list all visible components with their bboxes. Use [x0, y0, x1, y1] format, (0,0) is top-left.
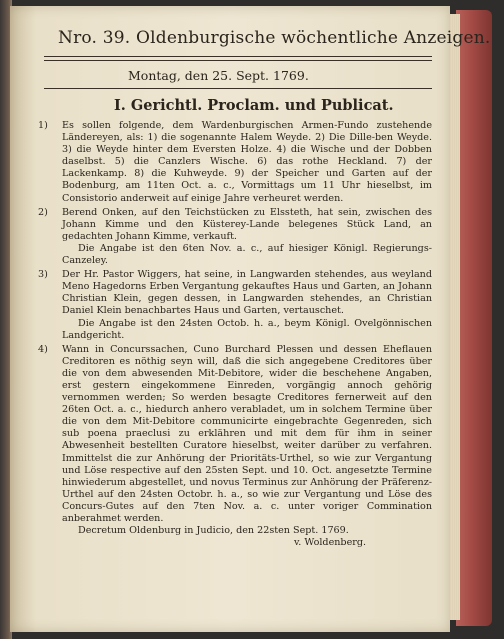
book-cover-right: [456, 10, 492, 626]
notice-text: Der Hr. Pastor Wiggers, hat seine, in Langwarden stehendes, aus weyland Meno Hagedorns Erben Vergantung gekauftes Haus und Garten, an Johann Christian Klein, gegen dessen, in Langwarden stehendes, an Christian Daniel Klein benachbartes Haus und Garten, vertauschet.: [62, 269, 432, 317]
notice-note: Die Angabe ist den 24sten Octob. h. a., beym Königl. Ovelgönnischen Landgericht.: [62, 317, 432, 341]
notice-item: [38, 207, 432, 267]
header-rule-thin: [44, 60, 432, 61]
dateline-rule: [44, 88, 432, 89]
issue-number: Nro. 39.: [58, 28, 131, 48]
notice-item: [38, 120, 432, 205]
decree-closing: Decretum Oldenburg in Judicio, den 22sten Sept. 1769.: [78, 525, 349, 537]
section-title: I. Gerichtl. Proclam. und Publicat.: [114, 97, 394, 114]
notice-number: 4): [38, 343, 48, 355]
notice-note: Die Angabe ist den 6ten Nov. a. c., auf hiesiger Königl. Regierungs-Canzeley.: [62, 242, 432, 267]
signature: v. Woldenberg.: [294, 537, 367, 549]
notice-item: [38, 344, 432, 525]
notice-number: 2): [38, 206, 48, 218]
page-header: [58, 28, 491, 48]
notice-number: 1): [38, 120, 48, 131]
notice-text: Es sollen folgende, dem Wardenburgischen Armen-Fundo zustehende Ländereyen, als: 1) die sogenannte Halem Weyde. 2) Die Dille-ben Weyde. 3) die Weyde hinter dem Eversten Holze. 4) die Wische und der Dobben daselbst. 5) die Canzlers Wische. 6) das rothe Heckland. 7) der Lackenkamp. 8) die Kuhweyde. 9) der Speicher und Garten auf der Bodenburg, am 11ten Oct. a. c., Vormittags um 11 Uhr hieselbst, im Consistorio anderweit auf einige Jahre verheuret werden.: [62, 120, 432, 204]
dateline: Montag, den 25. Sept. 1769.: [128, 68, 309, 83]
notice-text: Wann in Concurssachen, Cuno Burchard Plessen und dessen Eheflauen Creditoren es nöthig seyn will, daß die sich angegebene Creditores über die von dem abwesenden Mit-Debitore, wider die beschehene Angaben, erst gestern eingekommene Einreden, vorgängig annoch gehörig vernommen werden; So werden besagte Creditores fernerweit auf den 26ten Oct. a. c., hiedurch anhero verabladet, um in solchem Termine über die von dem Mit-Debitore communicirte eingebrachte Gegenreden, sich sub poena praeclusi zu erklähren und mit dem für ihm in seiner Abwesenheit bestellten Curatore hieselbst, weiter darüber zu verfahren. Immittelst die zur Anhörung der Prioritäts-Urthel, so wie zur Vergantung und Löse respective auf den 25sten Sept. und 10. Oct. angesetzte Termine hinwiederum abgestellet, und novus Terminus zur Anhörung der Präferenz-Urthel auf den 24sten Octobr. h. a., so wie zur Vergantung und Löse des Concurs-Gutes auf den 7ten Nov. a. c. unter voriger Commination anberahmet werden.: [62, 343, 432, 524]
newspaper-page: [10, 6, 491, 632]
header-rule: [44, 56, 432, 57]
notice-number: 3): [38, 269, 48, 281]
notice-item: [38, 269, 432, 342]
publication-title: Oldenburgische wöchentliche Anzeigen.: [136, 28, 491, 48]
article-body: [38, 120, 432, 549]
notice-text: Berend Onken, auf den Teichstücken zu Elssteth, hat sein, zwischen des Johann Kimme und den Küsterey-Lande belegenes Stück Land, an gedachten Johann Kimme, verkauft.: [62, 206, 432, 242]
